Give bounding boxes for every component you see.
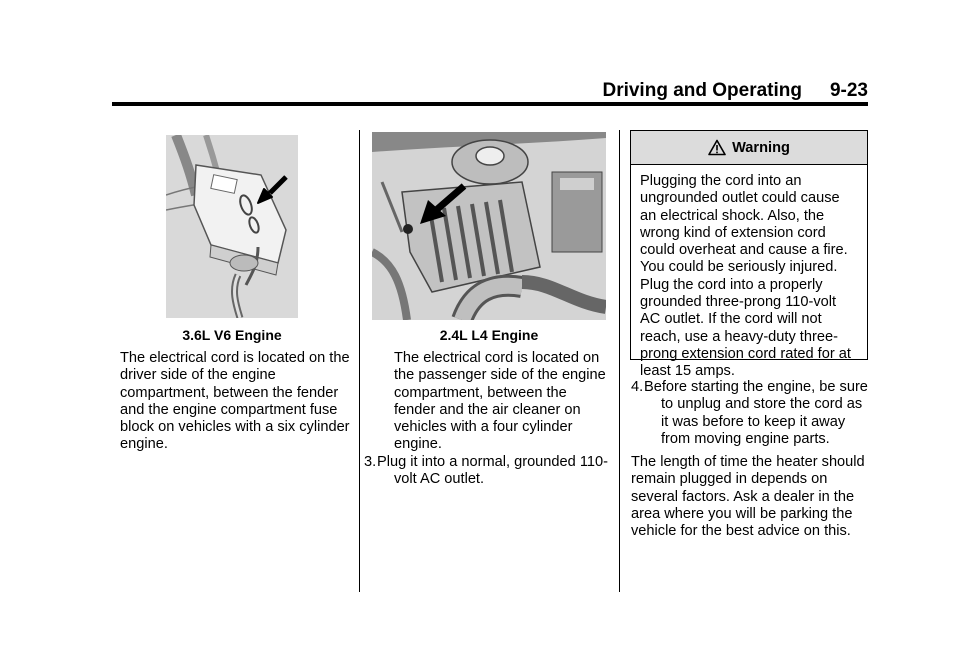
step-3-text: Plug it into a normal, grounded 110-volt AC outlet.: [377, 454, 608, 488]
header-rule: [112, 102, 868, 106]
page-number: 9-23: [829, 80, 868, 101]
paragraph-l4-cord-location: The electrical cord is located on the passenger side of the engine compartment, between the fender and the air cleaner on vehicles with a four cylinder engine.: [394, 350, 606, 453]
column-divider-right: [619, 130, 620, 592]
v6-engine-cord-illustration: [166, 135, 298, 318]
column-divider-left: [359, 130, 360, 592]
step-4-number: 4.: [631, 379, 644, 395]
section-title: Driving and Operating: [602, 80, 802, 101]
warning-triangle-icon: [708, 139, 726, 156]
l4-engine-cord-illustration: [372, 132, 606, 320]
warning-title: Warning: [732, 139, 790, 156]
figure-caption-v6: 3.6L V6 Engine: [182, 327, 282, 343]
paragraph-v6-cord-location: The electrical cord is located on the driver side of the engine compartment, between the fender and the engine compartment fuse block on vehicles with a six cylinder engine.: [120, 350, 350, 453]
paragraph-heater-duration: The length of time the heater should remain plugged in depends on several factors. Ask a dealer in the area where you will be parking the vehicle for the best advice on this.: [631, 454, 865, 540]
figure-caption-l4: 2.4L L4 Engine: [439, 327, 539, 343]
step-3-number: 3.: [364, 454, 377, 470]
warning-text: Plugging the cord into an ungrounded outlet could cause an electrical shock. Also, the wrong kind of extension cord could overheat and cause a fire. You could be seriously injured. Plug the cord into a properly grounded three-prong 110-volt AC outlet. If the cord will not reach, use a heavy-duty three-prong extension cord rated for at least 15 amps.: [640, 173, 851, 380]
step-4-text: Before starting the engine, be sure to unplug and store the cord as it was before to keep it away from moving engine parts.: [644, 379, 868, 447]
warning-header: [631, 131, 867, 165]
warning-box: [630, 130, 868, 380]
